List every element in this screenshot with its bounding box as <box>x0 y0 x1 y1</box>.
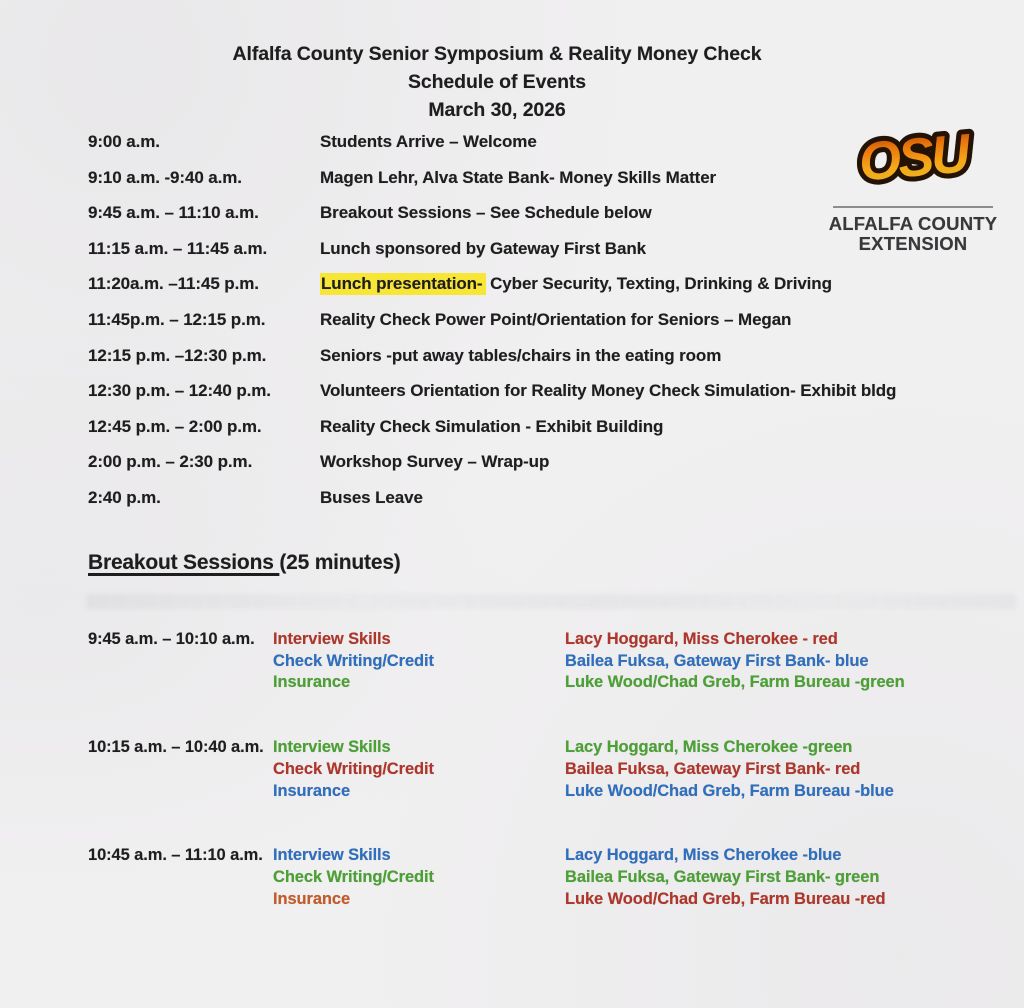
schedule-description: Workshop Survey – Wrap-up <box>320 452 550 472</box>
breakout-sessions-list <box>88 629 1008 953</box>
session-presenter: Bailea Fuksa, Gateway First Bank- blue <box>565 651 869 670</box>
session-topics-column <box>273 629 565 694</box>
schedule-description: Students Arrive – Welcome <box>320 132 537 151</box>
session-topic: Insurance <box>273 889 351 908</box>
schedule-row <box>88 167 968 189</box>
session-presenter: Lacy Hoggard, Miss Cherokee - red <box>565 630 838 648</box>
schedule-time: 9:45 a.m. – 11:10 a.m. <box>88 203 259 223</box>
breakout-session-block <box>88 845 1008 910</box>
schedule-row <box>88 416 968 438</box>
session-topics-column <box>273 737 565 802</box>
schedule-description: Magen Lehr, Alva State Bank- Money Skills Matter <box>320 167 717 187</box>
schedule-description: Buses Leave <box>320 487 423 507</box>
session-presenter: Lacy Hoggard, Miss Cherokee -blue <box>565 846 842 865</box>
session-presenter: Bailea Fuksa, Gateway First Bank- red <box>565 759 861 778</box>
schedule-time: 9:00 a.m. <box>88 132 160 151</box>
session-presenters-column <box>565 737 1008 802</box>
breakout-heading-underlined: Breakout Sessions <box>88 551 280 574</box>
schedule-row <box>88 238 968 260</box>
breakout-sessions-heading <box>88 551 401 575</box>
schedule-description: Breakout Sessions – See Schedule below <box>320 203 652 223</box>
schedule-row <box>88 309 968 331</box>
session-topic: Insurance <box>273 781 351 800</box>
session-presenter: Luke Wood/Chad Greb, Farm Bureau -blue <box>565 781 894 800</box>
schedule-description: Lunch sponsored by Gateway First Bank <box>320 238 646 258</box>
schedule-time: 2:00 p.m. – 2:30 p.m. <box>88 452 253 472</box>
session-time: 9:45 a.m. – 10:10 a.m. <box>88 630 255 648</box>
session-topics-column <box>273 845 565 910</box>
session-presenter: Bailea Fuksa, Gateway First Bank- green <box>565 867 880 886</box>
session-topic: Insurance <box>273 673 351 692</box>
schedule-time: 11:15 a.m. – 11:45 a.m. <box>88 238 268 258</box>
extension-org-line1: ALFALFA COUNTY <box>828 213 998 234</box>
session-presenter: Luke Wood/Chad Greb, Farm Bureau -red <box>565 889 886 908</box>
schedule-description: Reality Check Simulation - Exhibit Building <box>320 416 664 436</box>
schedule-row <box>88 273 968 295</box>
schedule-description <box>320 273 968 295</box>
session-topic: Interview Skills <box>273 630 391 648</box>
schedule-description: Volunteers Orientation for Reality Money Check Simulation- Exhibit bldg <box>320 381 897 401</box>
osu-logo-text: OSU <box>856 123 970 193</box>
session-time: 10:45 a.m. – 11:10 a.m. <box>88 846 263 865</box>
highlighted-text: Lunch presentation- <box>320 273 486 295</box>
schedule-time: 11:45p.m. – 12:15 p.m. <box>88 309 266 329</box>
document-date: March 30, 2026 <box>428 99 566 121</box>
session-presenter: Luke Wood/Chad Greb, Farm Bureau -green <box>565 673 905 692</box>
schedule-description: Seniors -put away tables/chairs in the eating room <box>320 345 722 365</box>
session-time: 10:15 a.m. – 10:40 a.m. <box>88 738 264 757</box>
session-presenter: Lacy Hoggard, Miss Cherokee -green <box>565 738 853 757</box>
breakout-heading-duration: (25 minutes) <box>279 551 401 574</box>
schedule-time: 12:45 p.m. – 2:00 p.m. <box>88 416 262 436</box>
schedule-description: Reality Check Power Point/Orientation for Seniors – Megan <box>320 309 792 329</box>
scan-artifact-band <box>86 594 1016 609</box>
schedule-time: 2:40 p.m. <box>88 487 161 507</box>
schedule-row <box>88 487 968 509</box>
session-topic: Check Writing/Credit <box>273 759 434 778</box>
schedule-row <box>88 345 968 367</box>
document-subtitle: Schedule of Events <box>407 71 587 93</box>
session-topic: Interview Skills <box>273 738 391 757</box>
session-presenters-column <box>565 845 1008 910</box>
schedule-row <box>88 451 968 473</box>
session-topic: Check Writing/Credit <box>273 651 434 670</box>
breakout-session-block <box>88 629 1008 694</box>
event-schedule-list <box>88 131 968 523</box>
schedule-description-text: Cyber Security, Texting, Drinking & Driving <box>485 274 832 294</box>
schedule-time: 12:30 p.m. – 12:40 p.m. <box>88 381 271 401</box>
session-topic: Check Writing/Credit <box>273 867 434 886</box>
document-title: Alfalfa County Senior Symposium & Reality Money Check <box>232 43 762 65</box>
breakout-session-block <box>88 737 1008 802</box>
schedule-row <box>88 202 968 224</box>
session-presenters-column <box>565 629 1008 694</box>
extension-org-line2: EXTENSION <box>858 232 968 254</box>
schedule-row <box>88 380 968 402</box>
schedule-time: 9:10 a.m. -9:40 a.m. <box>88 167 242 187</box>
session-topic: Interview Skills <box>273 846 391 865</box>
schedule-time: 12:15 p.m. –12:30 p.m. <box>88 345 267 365</box>
schedule-time: 11:20a.m. –11:45 p.m. <box>88 274 259 294</box>
schedule-row <box>88 131 968 153</box>
